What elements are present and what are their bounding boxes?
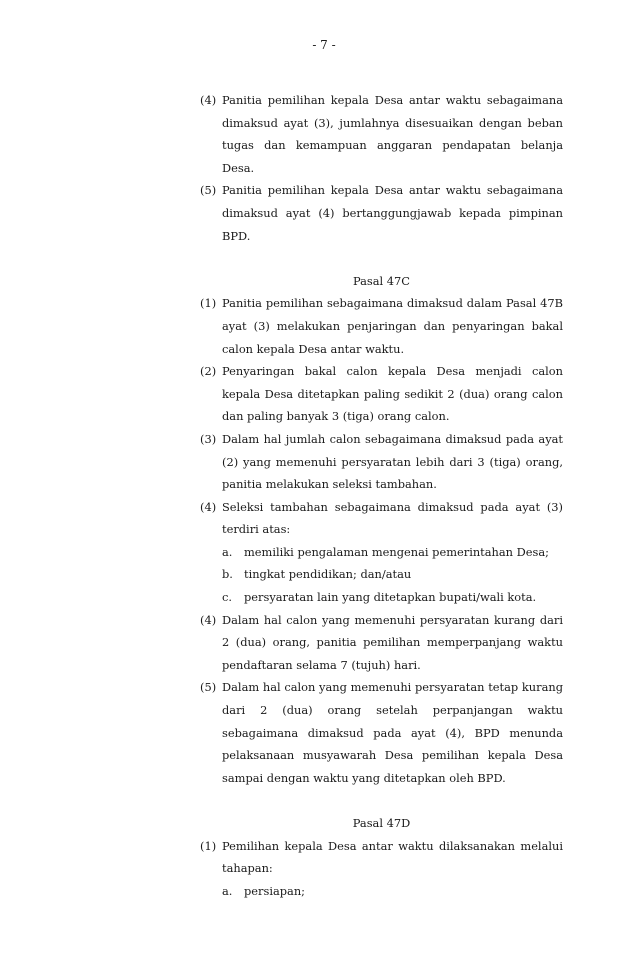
item-text: Panitia pemilihan kepala Desa antar waktu sebagaimana dimaksud ayat (4) bertanggungjawab kepada pimpinan BPD. (222, 183, 563, 243)
document-body (200, 89, 563, 902)
sub-item-letter: c. (222, 590, 233, 605)
item-text: Penyaringan bakal calon kepala Desa menjadi calon kepala Desa ditetapkan paling sedikit 2 (dua) orang calon dan paling banyak 3 (tiga) orang calon. (222, 364, 563, 424)
sub-item-text: tingkat pendidikan; dan/atau (244, 567, 412, 582)
section-heading-pasal-47c: Pasal 47C (352, 273, 411, 288)
sub-item-letter: b. (222, 567, 233, 582)
item-number: (4) (200, 93, 217, 107)
item-text: Dalam hal jumlah calon sebagaimana dimaksud pada ayat (2) yang memenuhi persyaratan lebih dari 3 (tiga) orang, panitia melakukan seleksi tambahan. (222, 431, 563, 492)
item-number: (1) (200, 838, 217, 853)
sub-item-letter: a. (222, 544, 233, 559)
item-number: (5) (200, 183, 217, 198)
item-text: Panitia pemilihan kepala Desa antar waktu sebagaimana dimaksud ayat (3), jumlahnya disesuaikan dengan beban tugas dan kemampuan anggaran pendapatan belanja Desa. (222, 93, 563, 175)
sub-list-item (222, 563, 563, 586)
item-text: Panitia pemilihan sebagaimana dimaksud dalam Pasal 47B ayat (3) melakukan penjaringan dan penyaringan bakal calon kepala Desa antar waktu. (222, 296, 563, 356)
item-text: Seleksi tambahan sebagaimana dimaksud pada ayat (3) terdiri atas: (222, 499, 563, 537)
item-text: Dalam hal calon yang memenuhi persyaratan kurang dari 2 (dua) orang, panitia pemilihan memperpanjang waktu pendaftaran selama 7 (tujuh) hari. (222, 612, 563, 672)
list-item (200, 428, 563, 496)
item-number: (4) (200, 499, 217, 514)
item-number: (2) (200, 364, 217, 379)
sub-item-text: memiliki pengalaman mengenai pemerintahan Desa; (244, 544, 549, 559)
list-item (200, 179, 563, 247)
item-number: (3) (200, 431, 217, 446)
item-text: Pemilihan kepala Desa antar waktu dilaksanakan melalui tahapan: (222, 838, 563, 876)
list-item (200, 360, 563, 428)
section-heading-pasal-47d: Pasal 47D (352, 816, 411, 830)
list-item (200, 609, 563, 677)
item-number: (5) (200, 680, 217, 695)
list-item (200, 292, 563, 360)
list-item (200, 496, 563, 609)
list-item (200, 89, 563, 179)
sub-list-item (222, 880, 563, 903)
list-item (200, 676, 563, 789)
sub-list-item (222, 586, 563, 609)
sub-item-text: persyaratan lain yang ditetapkan bupati/wali kota. (244, 590, 537, 605)
sub-list-item (222, 541, 563, 564)
sub-item-letter: a. (222, 883, 233, 898)
page-number: - 7 - (312, 38, 336, 52)
item-number: (4) (200, 612, 217, 627)
item-text: Dalam hal calon yang memenuhi persyaratan tetap kurang dari 2 (dua) orang setelah perpanjangan waktu sebagaimana dimaksud pada ayat (4), BPD menunda pelaksanaan musyawarah Desa pemilihan kepala Desa sampai dengan waktu yang ditetapkan oleh BPD. (222, 680, 563, 785)
sub-item-text: persiapan; (244, 883, 306, 898)
list-item (200, 835, 563, 903)
item-number: (1) (200, 296, 217, 311)
